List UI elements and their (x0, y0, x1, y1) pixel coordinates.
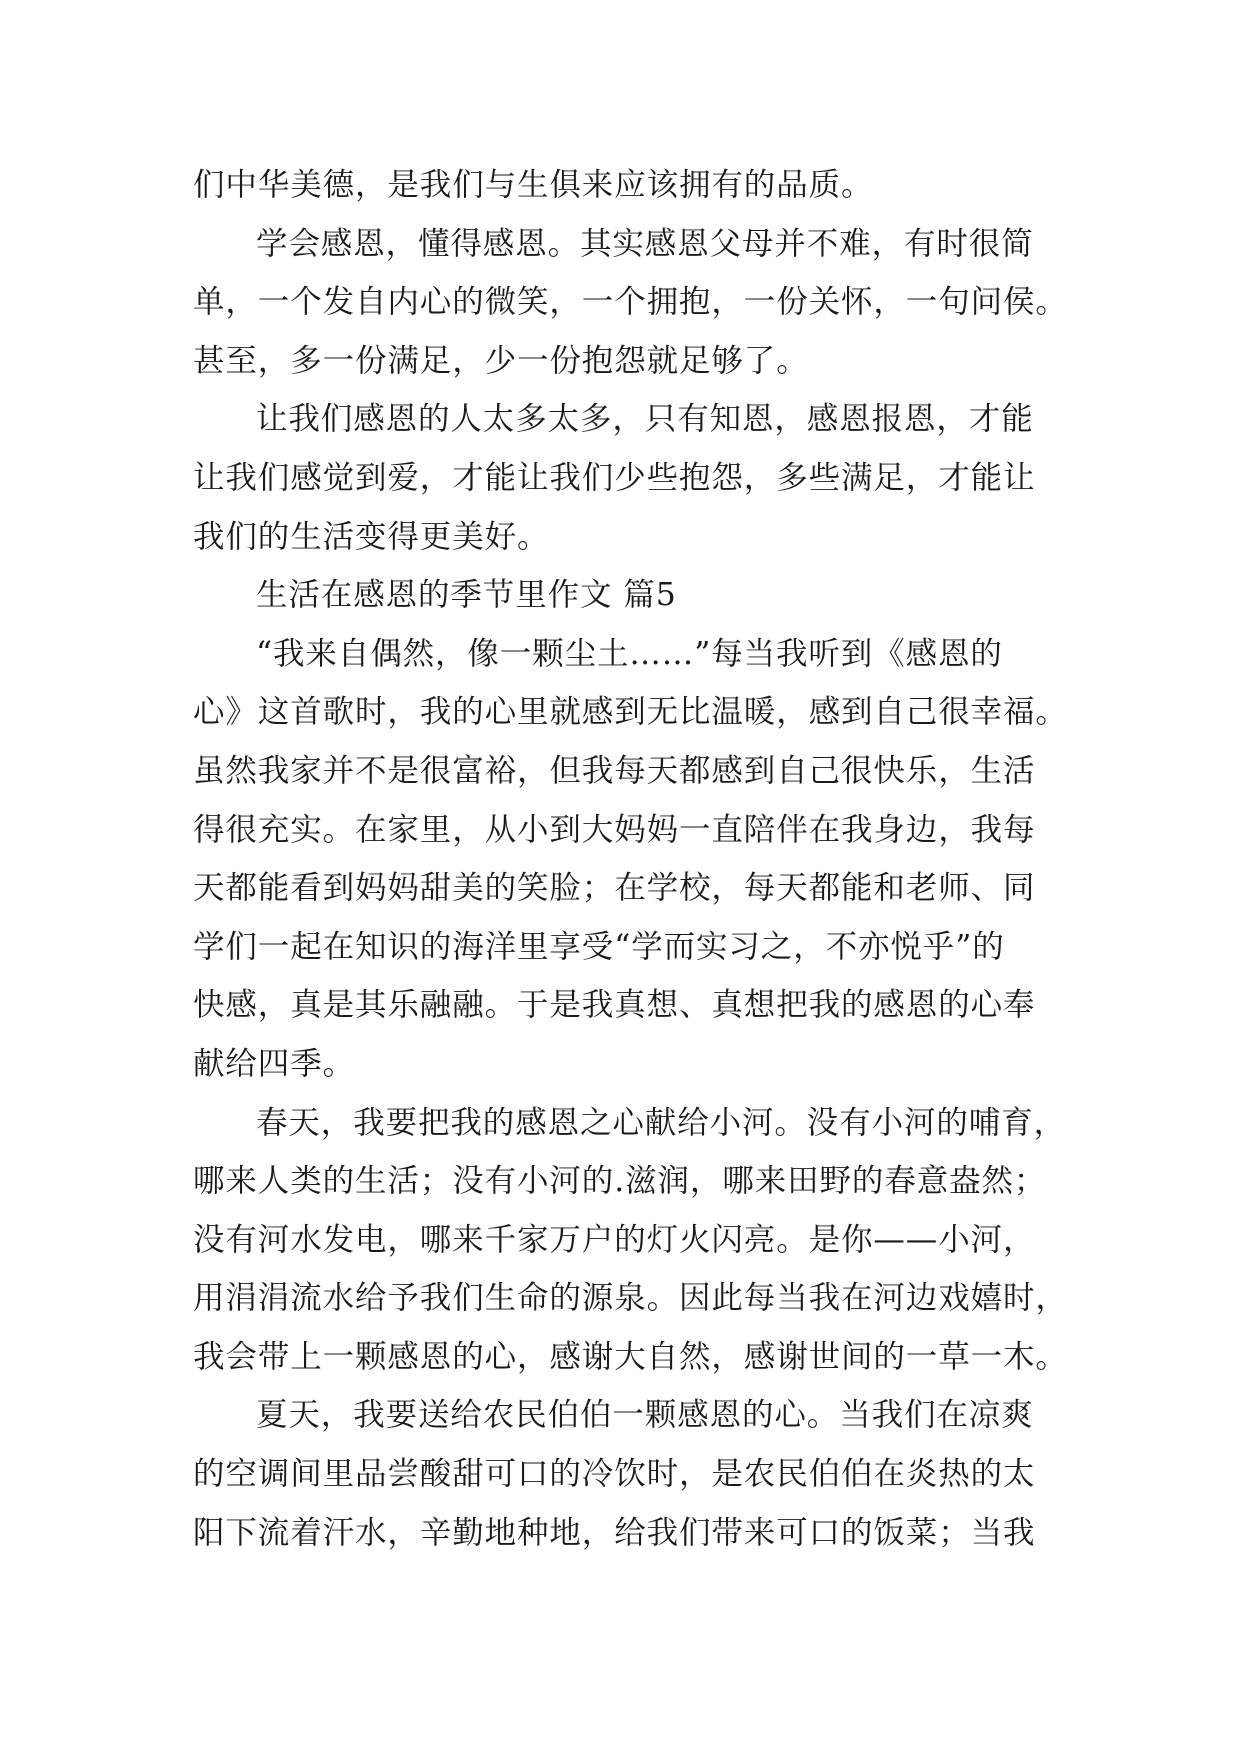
text-line: 我们的生活变得更美好。 (193, 518, 550, 555)
section-heading: 生活在感恩的季节里作文 篇5 (256, 577, 677, 614)
text-line: 夏天，我要送给农民伯伯一颗感恩的心。当我们在凉爽 (256, 1397, 1034, 1434)
text-line: 甚至，多一份满足，少一份抱怨就足够了。 (193, 342, 809, 379)
text-line: 让我们感恩的人太多太多，只有知恩，感恩报恩，才能 (256, 401, 1034, 438)
text-line: 阳下流着汗水，辛勤地种地，给我们带来可口的饭菜；当我 (193, 1514, 1036, 1551)
essay-body (193, 156, 1068, 1562)
text-line: 用涓涓流水给予我们生命的源泉。因此每当我在河边戏嬉时， (193, 1280, 1068, 1317)
text-line: 得很充实。在家里，从小到大妈妈一直陪伴在我身边，我每 (193, 811, 1036, 848)
text-line: “我来自偶然，像一颗尘土……”每当我听到《感恩的 (256, 635, 1003, 672)
text-line: 心》这首歌时，我的心里就感到无比温暖，感到自己很幸福。 (193, 694, 1068, 731)
text-line: 快感，真是其乐融融。于是我真想、真想把我的感恩的心奉 (193, 987, 1036, 1024)
text-line: 春天，我要把我的感恩之心献给小河。没有小河的哺育， (256, 1104, 1067, 1141)
text-line: 的空调间里品尝酸甜可口的冷饮时，是农民伯伯在炎热的太 (193, 1456, 1036, 1493)
text-line: 让我们感觉到爱，才能让我们少些抱怨，多些满足，才能让 (193, 459, 1036, 496)
text-line: 虽然我家并不是很富裕，但我每天都感到自己很快乐，生活 (193, 752, 1036, 789)
text-line: 学们一起在知识的海洋里享受“学而实习之，不亦悦乎”的 (193, 928, 1005, 965)
text-line: 天都能看到妈妈甜美的笑脸；在学校，每天都能和老师、同 (193, 870, 1036, 907)
text-line: 们中华美德，是我们与生俱来应该拥有的品质。 (193, 167, 874, 203)
text-line: 我会带上一颗感恩的心，感谢大自然，感谢世间的一草一木。 (193, 1338, 1068, 1375)
text-line: 没有河水发电，哪来千家万户的灯火闪亮。是你——小河， (193, 1221, 1036, 1258)
text-line: 献给四季。 (193, 1045, 356, 1082)
text-line: 单，一个发自内心的微笑，一个拥抱，一份关怀，一句问侯。 (193, 284, 1068, 321)
text-line: 哪来人类的生活；没有小河的.滋润，哪来田野的春意盎然； (193, 1163, 1047, 1200)
text-line: 学会感恩，懂得感恩。其实感恩父母并不难，有时很简 (256, 225, 1034, 262)
